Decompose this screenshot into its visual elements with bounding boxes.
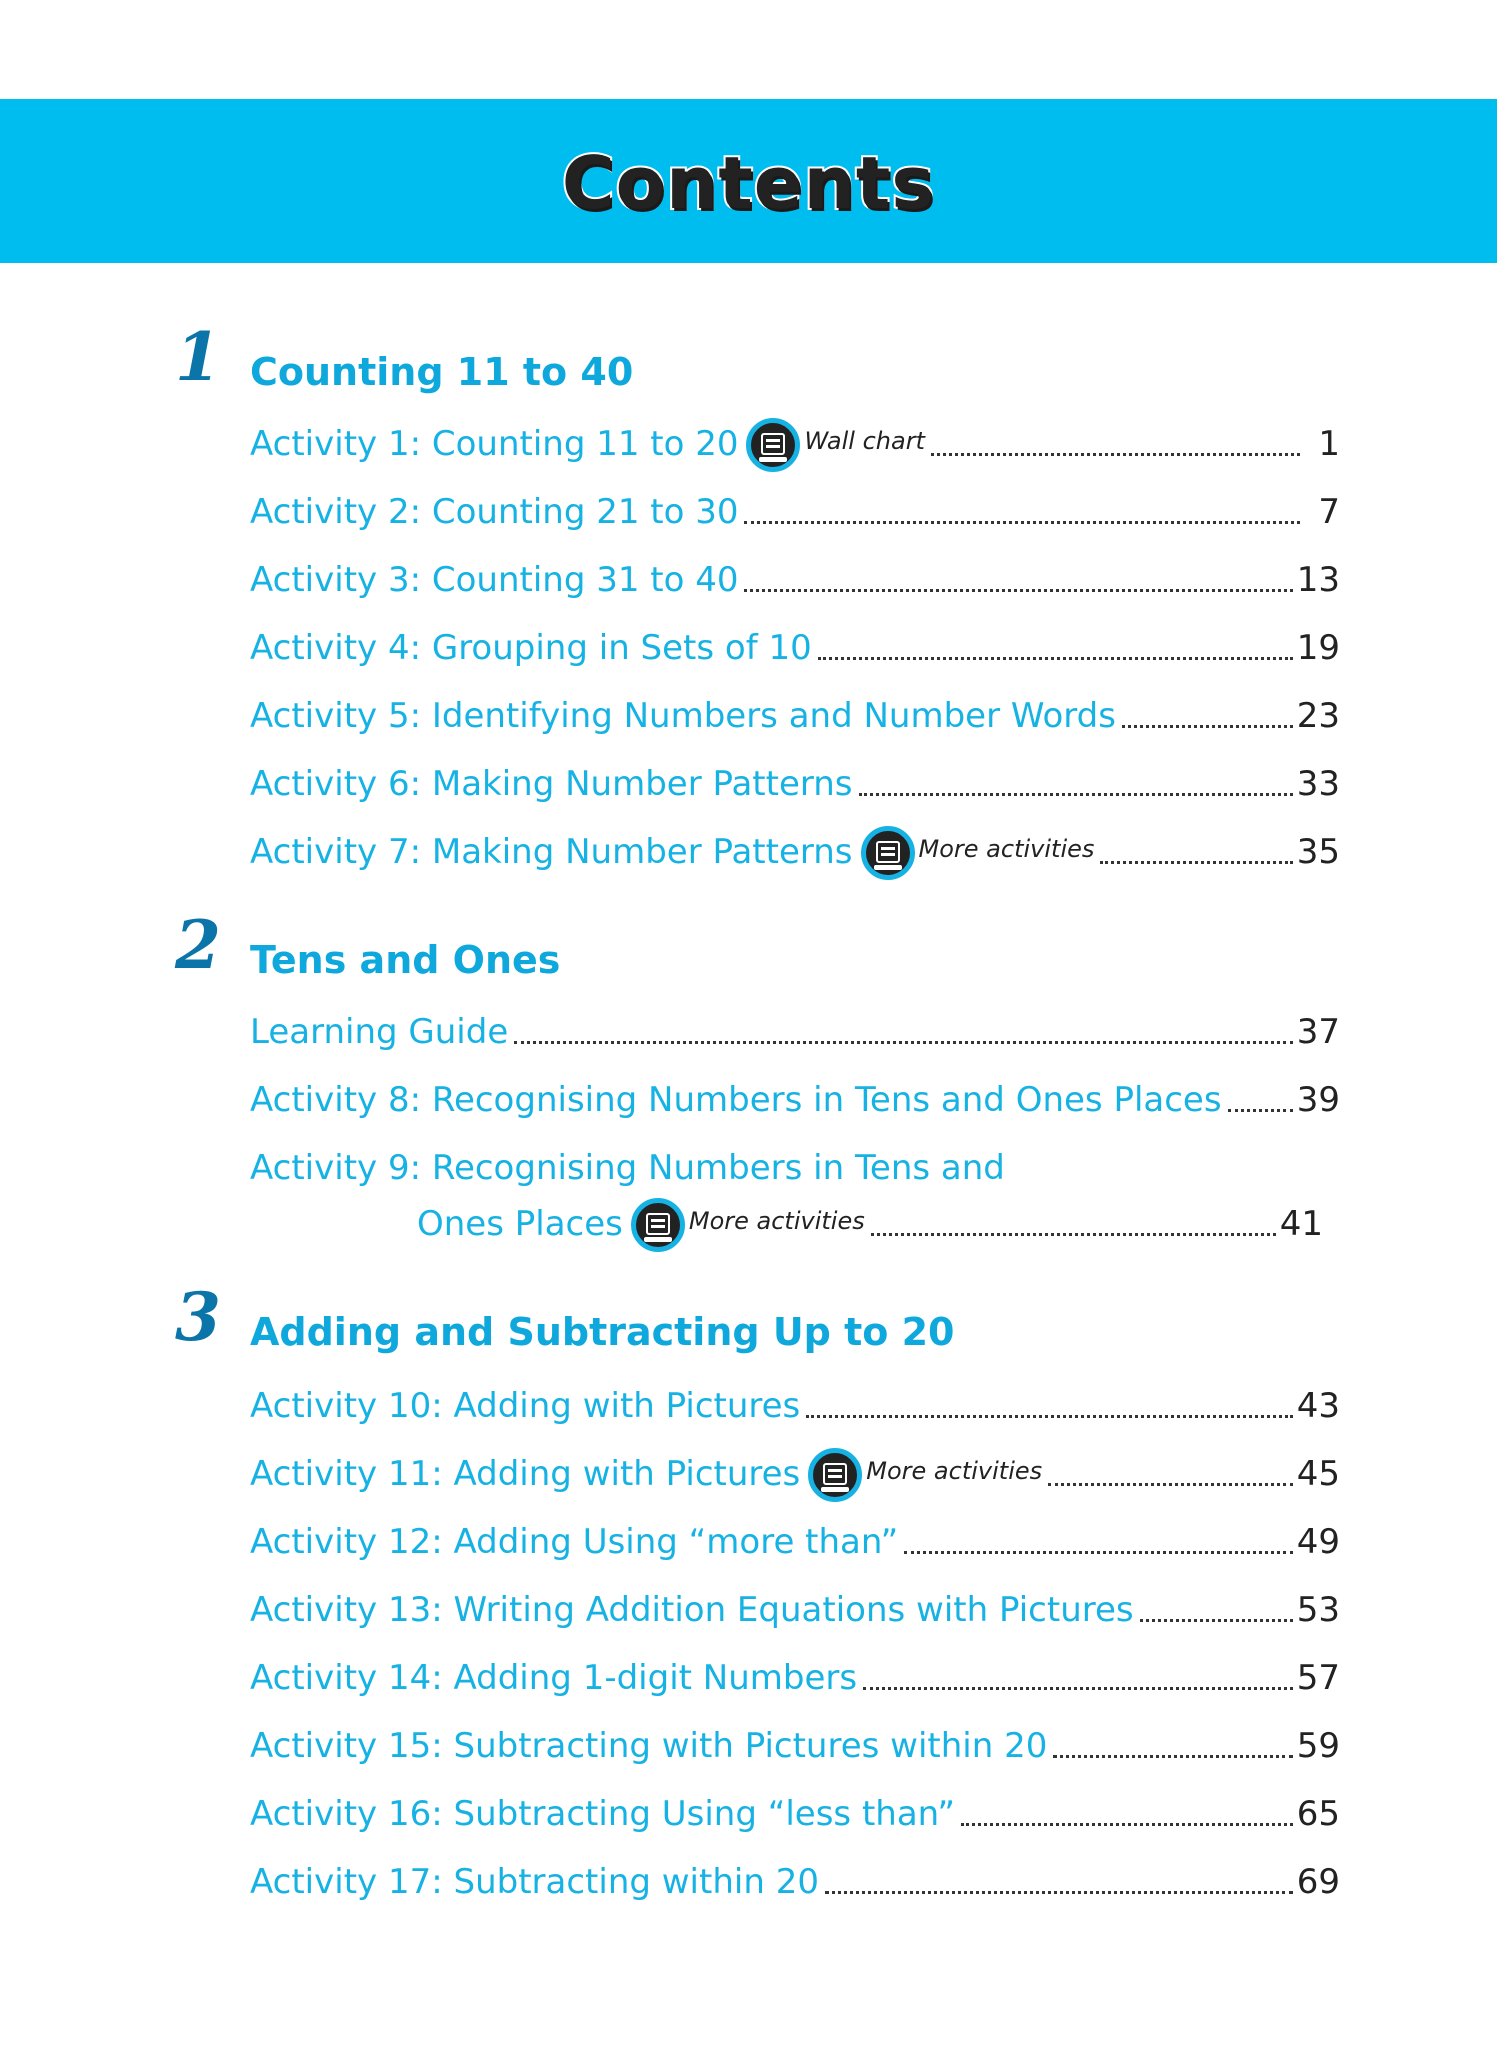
toc-entry[interactable] [250, 1652, 1340, 1698]
entry-label: Activity 11: Adding with Pictures [250, 1454, 801, 1494]
entry-label: Activity 1: Counting 11 to 20 [250, 424, 739, 464]
dot-leader [514, 1040, 1292, 1044]
dot-leader [1228, 1108, 1293, 1112]
page-number: 23 [1296, 696, 1340, 736]
badge-text: More activities [918, 835, 1095, 863]
toc-entry[interactable] [250, 1074, 1340, 1120]
entry-label: Activity 15: Subtracting with Pictures within 20 [250, 1726, 1048, 1766]
entry-label: Activity 12: Adding Using “more than” [250, 1522, 899, 1562]
badge-text: Wall chart [804, 427, 925, 455]
dot-leader [825, 1890, 1293, 1894]
page-number: 41 [1279, 1204, 1323, 1244]
page-number: 53 [1296, 1590, 1340, 1630]
page-number: 39 [1296, 1080, 1340, 1120]
dot-leader [904, 1550, 1293, 1554]
entry-label: Activity 8: Recognising Numbers in Tens and Ones Places [250, 1080, 1222, 1120]
badge-text: More activities [866, 1457, 1043, 1485]
toc-entry[interactable] [250, 486, 1340, 532]
toc-entry[interactable] [250, 826, 1340, 872]
toc-entry[interactable] [250, 554, 1340, 600]
toc-entry[interactable] [250, 1516, 1340, 1562]
page-number: 37 [1296, 1012, 1340, 1052]
entry-label: Activity 7: Making Number Patterns [250, 832, 853, 872]
toc-entry[interactable] [250, 758, 1340, 804]
dot-leader [1048, 1482, 1293, 1486]
page-number: 49 [1296, 1522, 1340, 1562]
toc-entry-continuation[interactable] [417, 1198, 1323, 1244]
entry-label: Activity 17: Subtracting within 20 [250, 1862, 819, 1902]
page-number: 13 [1296, 560, 1340, 600]
entry-label: Activity 14: Adding 1-digit Numbers [250, 1658, 858, 1698]
page-number: 35 [1296, 832, 1340, 872]
page-number: 7 [1318, 492, 1340, 532]
entry-label: Activity 16: Subtracting Using “less than” [250, 1794, 955, 1834]
toc-entry[interactable] [250, 1856, 1340, 1902]
dot-leader [1100, 860, 1292, 864]
page-number: 43 [1296, 1386, 1340, 1426]
more-activities-badge [861, 832, 1095, 872]
dot-leader [961, 1822, 1293, 1826]
page-number: 33 [1296, 764, 1340, 804]
page-number: 69 [1296, 1862, 1340, 1902]
toc-entry-first-line[interactable] [250, 1142, 1340, 1188]
page-number: 59 [1296, 1726, 1340, 1766]
dot-leader [818, 656, 1293, 660]
dot-leader [859, 792, 1293, 796]
computer-icon [808, 1448, 862, 1502]
entry-label: Activity 3: Counting 31 to 40 [250, 560, 739, 600]
page-title: Contents [561, 141, 936, 225]
dot-leader [863, 1686, 1293, 1690]
page-number: 45 [1296, 1454, 1340, 1494]
chapter-number: 3 [175, 1278, 221, 1356]
toc-entry[interactable] [250, 622, 1340, 668]
chapter-number: 2 [175, 906, 221, 984]
more-activities-badge [631, 1204, 865, 1244]
chapter-title[interactable]: Tens and Ones [250, 938, 561, 982]
dot-leader [871, 1232, 1276, 1236]
toc-entry[interactable] [250, 1788, 1340, 1834]
entry-label: Activity 4: Grouping in Sets of 10 [250, 628, 812, 668]
entry-label-continued: Ones Places [417, 1204, 623, 1244]
computer-icon [746, 418, 800, 472]
entry-label: Activity 10: Adding with Pictures [250, 1386, 801, 1426]
toc-entry[interactable] [250, 1584, 1340, 1630]
entry-label: Activity 5: Identifying Numbers and Number Words [250, 696, 1116, 736]
computer-icon [631, 1198, 685, 1252]
toc-entry[interactable] [250, 1720, 1340, 1766]
entry-label: Activity 2: Counting 21 to 30 [250, 492, 739, 532]
page-number: 65 [1296, 1794, 1340, 1834]
dot-leader [744, 588, 1292, 592]
dot-leader [1122, 724, 1293, 728]
dot-leader [1140, 1618, 1293, 1622]
page-number: 19 [1296, 628, 1340, 668]
page-number: 57 [1296, 1658, 1340, 1698]
toc-entry[interactable] [250, 418, 1340, 464]
entry-label: Activity 13: Writing Addition Equations with Pictures [250, 1590, 1134, 1630]
dot-leader [1053, 1754, 1292, 1758]
toc-entry[interactable] [250, 690, 1340, 736]
chapter-title[interactable]: Adding and Subtracting Up to 20 [250, 1310, 955, 1354]
toc-entry[interactable] [250, 1448, 1340, 1494]
wall-chart-badge [746, 424, 924, 464]
toc-entry[interactable] [250, 1006, 1340, 1052]
entry-label: Activity 6: Making Number Patterns [250, 764, 853, 804]
more-activities-badge [808, 1454, 1042, 1494]
badge-text: More activities [688, 1207, 865, 1235]
dot-leader [744, 520, 1300, 524]
entry-label: Activity 9: Recognising Numbers in Tens and [250, 1148, 1005, 1188]
toc-entry[interactable] [250, 1380, 1340, 1426]
dot-leader [931, 452, 1300, 456]
header-banner [0, 99, 1497, 263]
chapter-title[interactable]: Counting 11 to 40 [250, 350, 634, 394]
chapter-number: 1 [175, 318, 221, 396]
entry-label: Learning Guide [250, 1012, 509, 1052]
computer-icon [861, 826, 915, 880]
dot-leader [806, 1414, 1292, 1418]
page-number: 1 [1318, 424, 1340, 464]
